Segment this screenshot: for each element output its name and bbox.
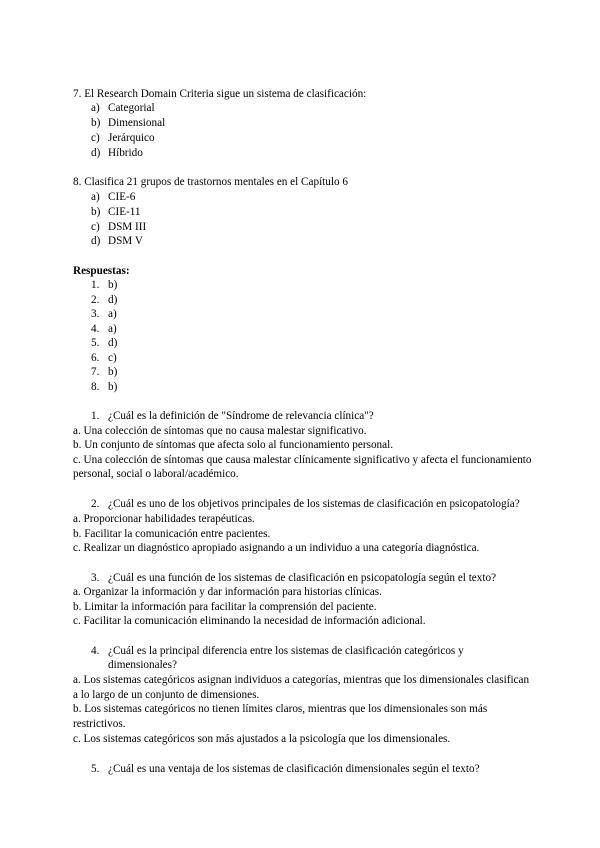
answer-3-num: 3. — [91, 308, 100, 320]
answers-title: Respuestas: — [73, 265, 130, 277]
q7-option-a-letter: a) — [91, 102, 100, 114]
question-2-text: ¿Cuál es uno de los objetivos principales de los sistemas de clasificación en psicopatología? — [108, 498, 520, 510]
question-4-number: 4. — [91, 645, 100, 657]
q2-option-b: b. Facilitar la comunicación entre pacientes. — [73, 528, 271, 540]
q2-option-c: c. Realizar un diagnóstico apropiado asignando a un individuo a una categoría diagnóstica. — [73, 542, 480, 554]
answer-3-value: a) — [108, 308, 117, 320]
q7-option-c-text: Jerárquico — [108, 132, 155, 144]
question-7-text: 7. El Research Domain Criteria sigue un sistema de clasificación: — [73, 88, 367, 100]
answer-7-num: 7. — [91, 366, 100, 378]
q8-option-c-letter: c) — [91, 221, 100, 233]
q8-option-b-letter: b) — [91, 206, 101, 218]
q7-option-b-text: Dimensional — [108, 117, 166, 129]
question-1-text: ¿Cuál es la definición de "Síndrome de relevancia clínica"? — [108, 410, 374, 422]
question-5-number: 5. — [91, 763, 100, 775]
q4-option-a: a. Los sistemas categóricos asignan individuos a categorías, mientras que los dimensionales clasifican — [73, 674, 530, 686]
q4-option-b: b. Los sistemas categóricos no tienen límites claros, mientras que los dimensionales son más — [73, 703, 488, 715]
question-5-text: ¿Cuál es una ventaja de los sistemas de clasificación dimensionales según el texto? — [108, 763, 480, 775]
q1-option-a: a. Una colección de síntomas que no causa malestar significativo. — [73, 425, 367, 437]
answer-2-num: 2. — [91, 294, 100, 306]
q7-option-b-letter: b) — [91, 117, 101, 129]
answer-4-num: 4. — [91, 323, 100, 335]
answer-7-value: b) — [108, 366, 118, 378]
q3-option-c: c. Facilitar la comunicación eliminando la necesidad de información adicional. — [73, 615, 426, 627]
answer-5-value: d) — [108, 337, 118, 349]
answer-2-value: d) — [108, 294, 118, 306]
q7-option-d-letter: d) — [91, 147, 101, 159]
q8-option-a-text: CIE-6 — [108, 191, 136, 203]
q8-option-b-text: CIE-11 — [108, 206, 141, 218]
answer-6-value: c) — [108, 352, 117, 364]
q4-option-a-cont: a lo largo de un conjunto de dimensiones. — [73, 689, 260, 701]
question-1-number: 1. — [91, 410, 100, 422]
q7-option-d-text: Híbrido — [108, 147, 143, 159]
question-4-text-cont: dimensionales? — [108, 659, 177, 671]
q4-option-c: c. Los sistemas categóricos son más ajustados a la psicología que los dimensionales. — [73, 733, 451, 745]
answer-5-num: 5. — [91, 337, 100, 349]
q4-option-b-cont: restrictivos. — [73, 718, 126, 730]
q1-option-b: b. Un conjunto de síntomas que afecta solo al funcionamiento personal. — [73, 439, 394, 451]
answer-4-value: a) — [108, 323, 117, 335]
q7-option-a-text: Categorial — [108, 102, 155, 114]
q7-option-c-letter: c) — [91, 132, 100, 144]
question-3-text: ¿Cuál es una función de los sistemas de clasificación en psicopatología según el texto? — [108, 572, 497, 584]
answer-8-num: 8. — [91, 381, 100, 393]
answer-6-num: 6. — [91, 352, 100, 364]
answer-1-num: 1. — [91, 279, 100, 291]
q8-option-d-letter: d) — [91, 235, 101, 247]
q8-option-a-letter: a) — [91, 191, 100, 203]
question-8-text: 8. Clasifica 21 grupos de trastornos mentales en el Capítulo 6 — [73, 176, 348, 188]
question-2-number: 2. — [91, 498, 100, 510]
q1-option-c: c. Una colección de síntomas que causa malestar clínicamente significativo y afecta el funcionamiento — [73, 454, 532, 466]
q1-option-c-cont: personal, social o laboral/académico. — [73, 468, 239, 480]
question-4-text: ¿Cuál es la principal diferencia entre los sistemas de clasificación categóricos y — [108, 645, 464, 657]
q3-option-a: a. Organizar la información y dar información para historias clínicas. — [73, 586, 382, 598]
answer-1-value: b) — [108, 279, 118, 291]
question-3-number: 3. — [91, 572, 100, 584]
answer-8-value: b) — [108, 381, 118, 393]
q2-option-a: a. Proporcionar habilidades terapéuticas. — [73, 513, 255, 525]
q8-option-d-text: DSM V — [108, 235, 143, 247]
q8-option-c-text: DSM III — [108, 221, 147, 233]
q3-option-b: b. Limitar la información para facilitar la comprensión del paciente. — [73, 601, 377, 613]
